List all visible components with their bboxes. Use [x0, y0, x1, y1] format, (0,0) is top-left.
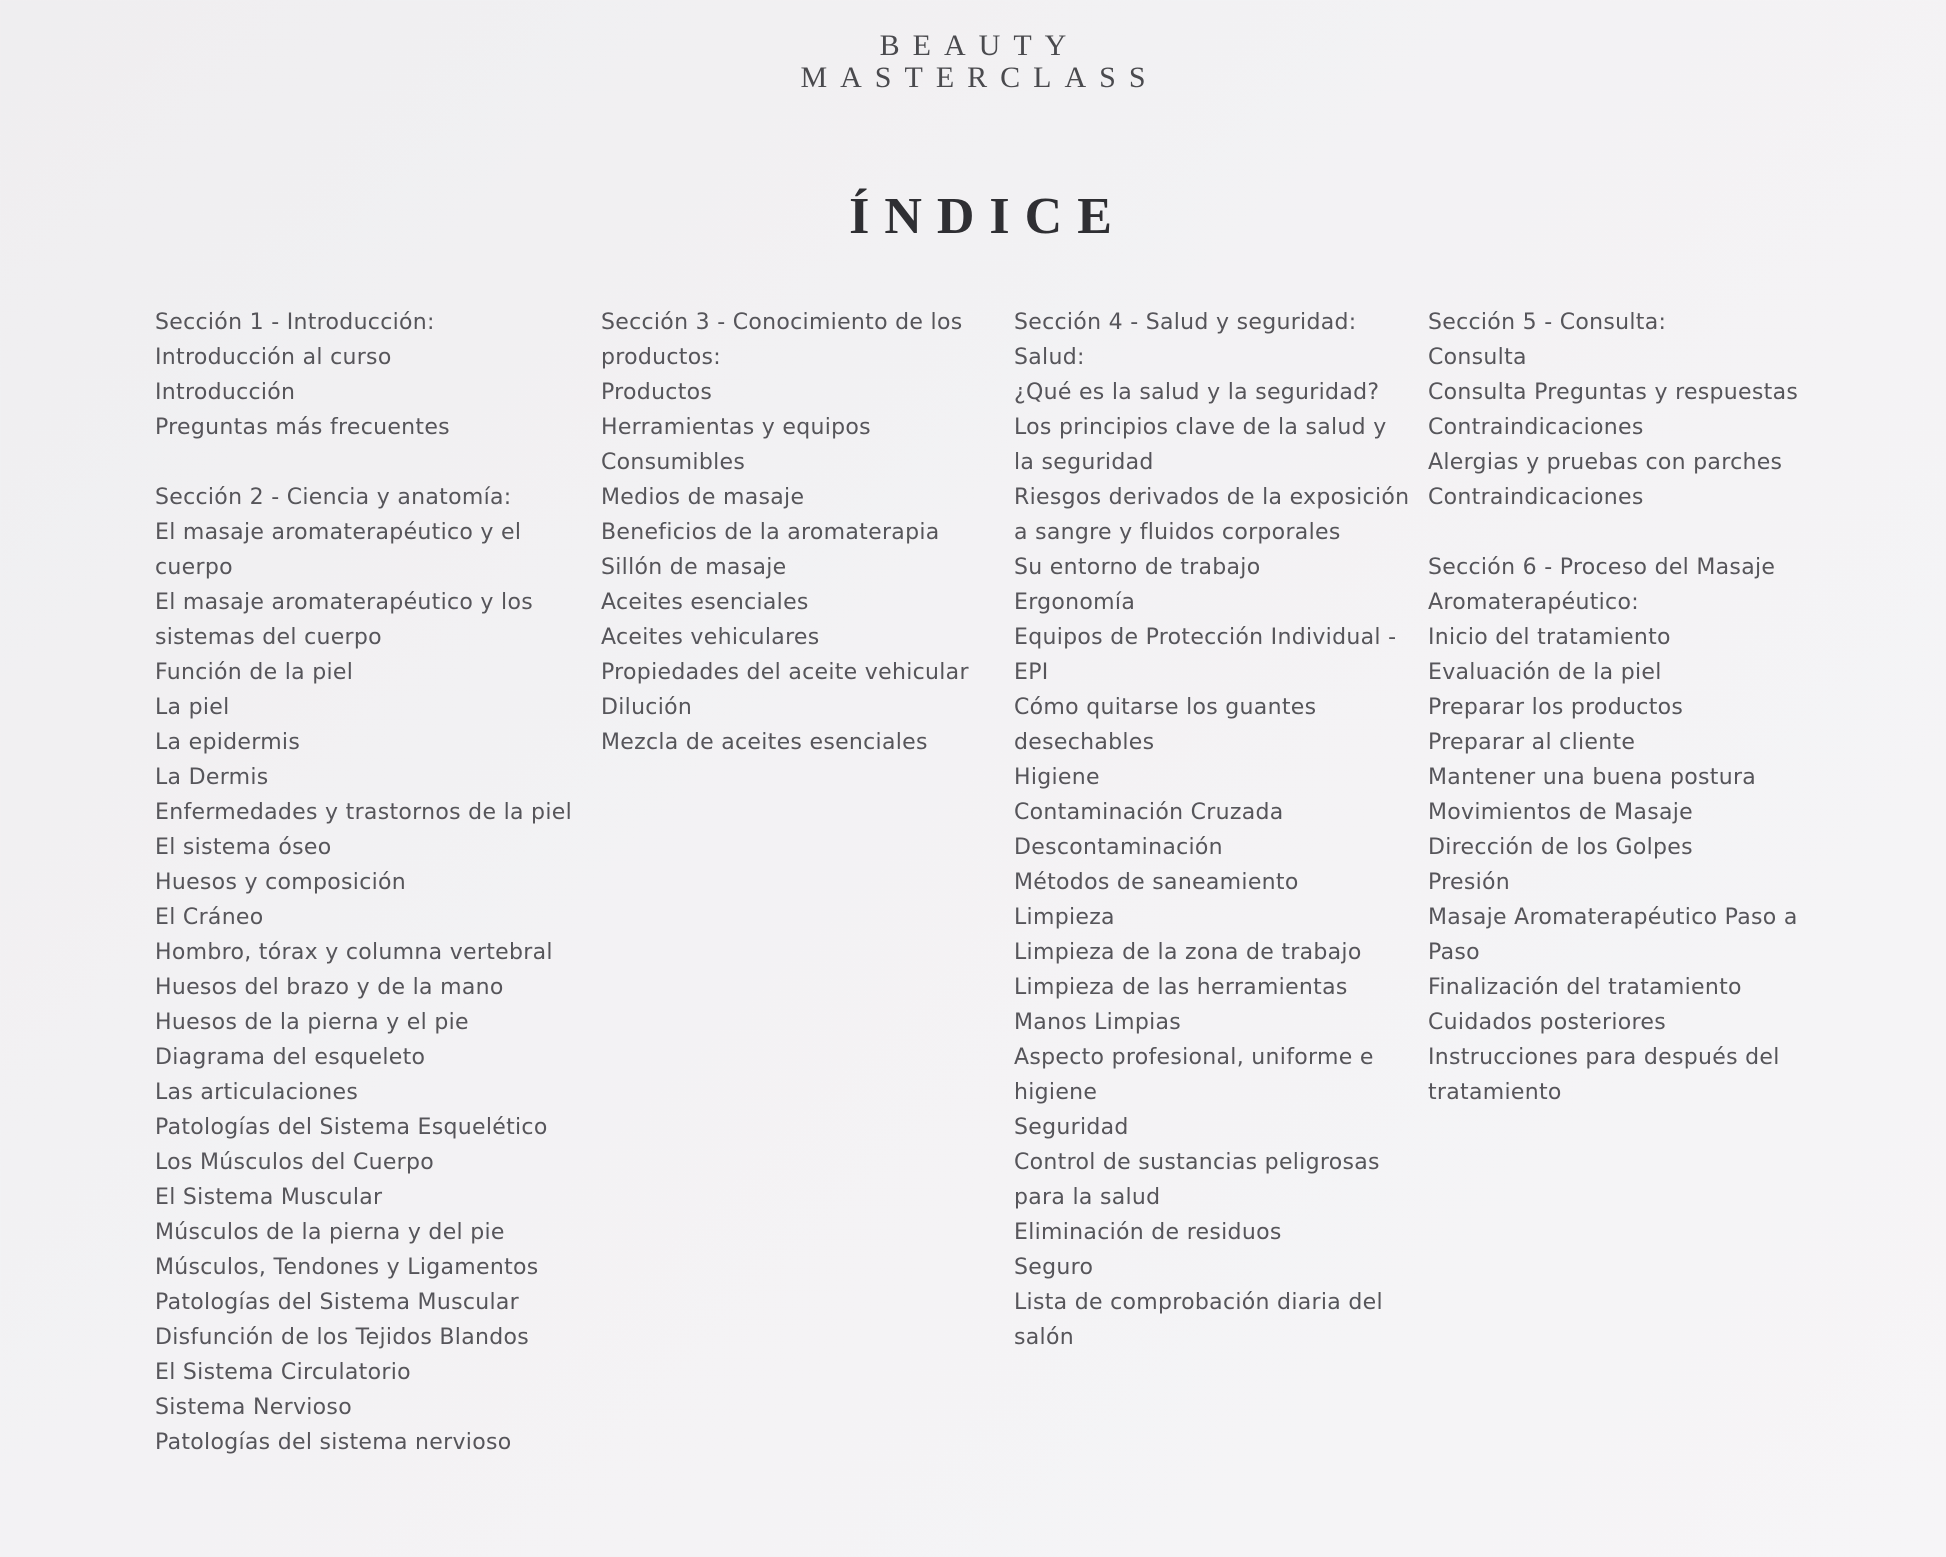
toc-item: Músculos de la pierna y del pie	[155, 1220, 505, 1245]
toc-item: Propiedades del aceite vehicular	[601, 660, 969, 685]
section-heading: Sección 6 - Proceso del Masaje Aromaterapéutico:	[1428, 555, 1776, 615]
toc-item: Herramientas y equipos	[601, 415, 871, 440]
toc-item: Masaje Aromaterapéutico Paso a Paso	[1428, 905, 1798, 965]
toc-item: Limpieza de la zona de trabajo	[1014, 940, 1362, 965]
toc-item: Limpieza	[1014, 905, 1115, 930]
toc-item: Lista de comprobación diaria del salón	[1014, 1290, 1383, 1350]
toc-item: La piel	[155, 695, 230, 720]
toc-item: Sistema Nervioso	[155, 1395, 352, 1420]
toc-item: Hombro, tórax y columna vertebral	[155, 940, 553, 965]
toc-item: Medios de masaje	[601, 485, 805, 510]
toc-item: Función de la piel	[155, 660, 354, 685]
toc-item: Introducción	[155, 380, 296, 405]
section-heading: Sección 3 - Conocimiento de los productos:	[601, 310, 963, 370]
brand-line-2: MASTERCLASS	[800, 61, 1159, 94]
toc-section	[1428, 550, 1828, 1110]
toc-item: Preguntas más frecuentes	[155, 415, 450, 440]
toc-column-4	[1428, 305, 1828, 1145]
toc-item: ¿Qué es la salud y la seguridad?	[1014, 380, 1380, 405]
toc-item: El sistema óseo	[155, 835, 332, 860]
toc-item: Limpieza de las herramientas	[1014, 975, 1348, 1000]
toc-item: Beneficios de la aromaterapia	[601, 520, 940, 545]
toc-item: Enfermedades y trastornos de la piel	[155, 800, 572, 825]
toc-item: El masaje aromaterapéutico y el cuerpo	[155, 520, 522, 580]
toc-item: Dilución	[601, 695, 693, 720]
toc-item: Manos Limpias	[1014, 1010, 1182, 1035]
toc-section	[1428, 305, 1828, 515]
toc-item: Mezcla de aceites esenciales	[601, 730, 928, 755]
toc-item: Dirección de los Golpes	[1428, 835, 1693, 860]
toc-item: Músculos, Tendones y Ligamentos	[155, 1255, 539, 1280]
toc-item: Inicio del tratamiento	[1428, 625, 1671, 650]
toc-item: Consulta	[1428, 345, 1527, 370]
toc-item: Diagrama del esqueleto	[155, 1045, 426, 1070]
toc-item: Métodos de saneamiento	[1014, 870, 1299, 895]
section-heading: Sección 4 - Salud y seguridad:	[1014, 310, 1357, 335]
toc-item: Huesos y composición	[155, 870, 407, 895]
toc-item: La epidermis	[155, 730, 301, 755]
toc-item: Patologías del Sistema Esquelético	[155, 1115, 548, 1140]
brand-line-1: BEAUTY	[879, 29, 1080, 62]
toc-item: Eliminación de residuos	[1014, 1220, 1282, 1245]
toc-item: El masaje aromaterapéutico y los sistemas del cuerpo	[155, 590, 533, 650]
toc-item: Seguridad	[1014, 1115, 1129, 1140]
toc-item: Evaluación de la piel	[1428, 660, 1662, 685]
toc-list	[155, 340, 575, 445]
toc-item: Patologías del sistema nervioso	[155, 1430, 512, 1455]
toc-item: La Dermis	[155, 765, 269, 790]
toc-item: Mantener una buena postura	[1428, 765, 1757, 790]
toc-item: Finalización del tratamiento	[1428, 975, 1742, 1000]
toc-section	[601, 305, 1001, 760]
toc-item: Contraindicaciones	[1428, 485, 1644, 510]
toc-item: Aceites vehiculares	[601, 625, 820, 650]
toc-item: Seguro	[1014, 1255, 1094, 1280]
toc-item: Contraindicaciones	[1428, 415, 1644, 440]
brand-logo	[0, 30, 1946, 94]
toc-item: Huesos de la pierna y el pie	[155, 1010, 469, 1035]
toc-item: Introducción al curso	[155, 345, 392, 370]
toc-item: Ergonomía	[1014, 590, 1136, 615]
toc-item: Preparar los productos	[1428, 695, 1684, 720]
toc-item: Alergias y pruebas con parches	[1428, 450, 1783, 475]
page-title: ÍNDICE	[849, 187, 1127, 245]
toc-item: Contaminación Cruzada	[1014, 800, 1284, 825]
toc-item: Cómo quitarse los guantes desechables	[1014, 695, 1317, 755]
section-heading: Sección 5 - Consulta:	[1428, 310, 1667, 335]
section-heading: Sección 1 - Introducción:	[155, 310, 435, 335]
toc-section	[155, 305, 575, 445]
toc-item: Movimientos de Masaje	[1428, 800, 1693, 825]
toc-section	[155, 480, 575, 1460]
section-heading: Sección 2 - Ciencia y anatomía:	[155, 485, 512, 510]
toc-item: Equipos de Protección Individual - EPI	[1014, 625, 1397, 685]
toc-item: Salud:	[1014, 345, 1085, 370]
toc-item: Productos	[601, 380, 713, 405]
toc-list	[601, 375, 1001, 760]
toc-column-2	[601, 305, 1001, 795]
toc-list	[1428, 620, 1828, 1110]
toc-item: Los Músculos del Cuerpo	[155, 1150, 435, 1175]
toc-item: Control de sustancias peligrosas para la salud	[1014, 1150, 1380, 1210]
toc-item: Sillón de masaje	[601, 555, 787, 580]
toc-item: Consumibles	[601, 450, 746, 475]
toc-item: Higiene	[1014, 765, 1100, 790]
toc-item: Cuidados posteriores	[1428, 1010, 1666, 1035]
toc-column-3	[1014, 305, 1414, 1390]
toc-item: Riesgos derivados de la exposición a sangre y fluidos corporales	[1014, 485, 1410, 545]
toc-column-1	[155, 305, 575, 1495]
toc-section	[1014, 305, 1414, 1355]
toc-list	[1014, 340, 1414, 1355]
toc-item: Consulta Preguntas y respuestas	[1428, 380, 1799, 405]
toc-item: El Cráneo	[155, 905, 264, 930]
toc-list	[155, 515, 575, 1460]
toc-item: Su entorno de trabajo	[1014, 555, 1261, 580]
toc-item: Presión	[1428, 870, 1511, 895]
toc-item: Disfunción de los Tejidos Blandos	[155, 1325, 530, 1350]
toc-item: Descontaminación	[1014, 835, 1223, 860]
toc-item: Instrucciones para después del tratamiento	[1428, 1045, 1780, 1105]
toc-item: Las articulaciones	[155, 1080, 359, 1105]
toc-item: Huesos del brazo y de la mano	[155, 975, 504, 1000]
toc-item: Aceites esenciales	[601, 590, 809, 615]
toc-item: Aspecto profesional, uniforme e higiene	[1014, 1045, 1374, 1105]
toc-item: Preparar al cliente	[1428, 730, 1636, 755]
toc-item: El Sistema Muscular	[155, 1185, 383, 1210]
toc-item: El Sistema Circulatorio	[155, 1360, 411, 1385]
toc-item: Los principios clave de la salud y la seguridad	[1014, 415, 1387, 475]
toc-item: Patologías del Sistema Muscular	[155, 1290, 520, 1315]
toc-list	[1428, 340, 1828, 515]
